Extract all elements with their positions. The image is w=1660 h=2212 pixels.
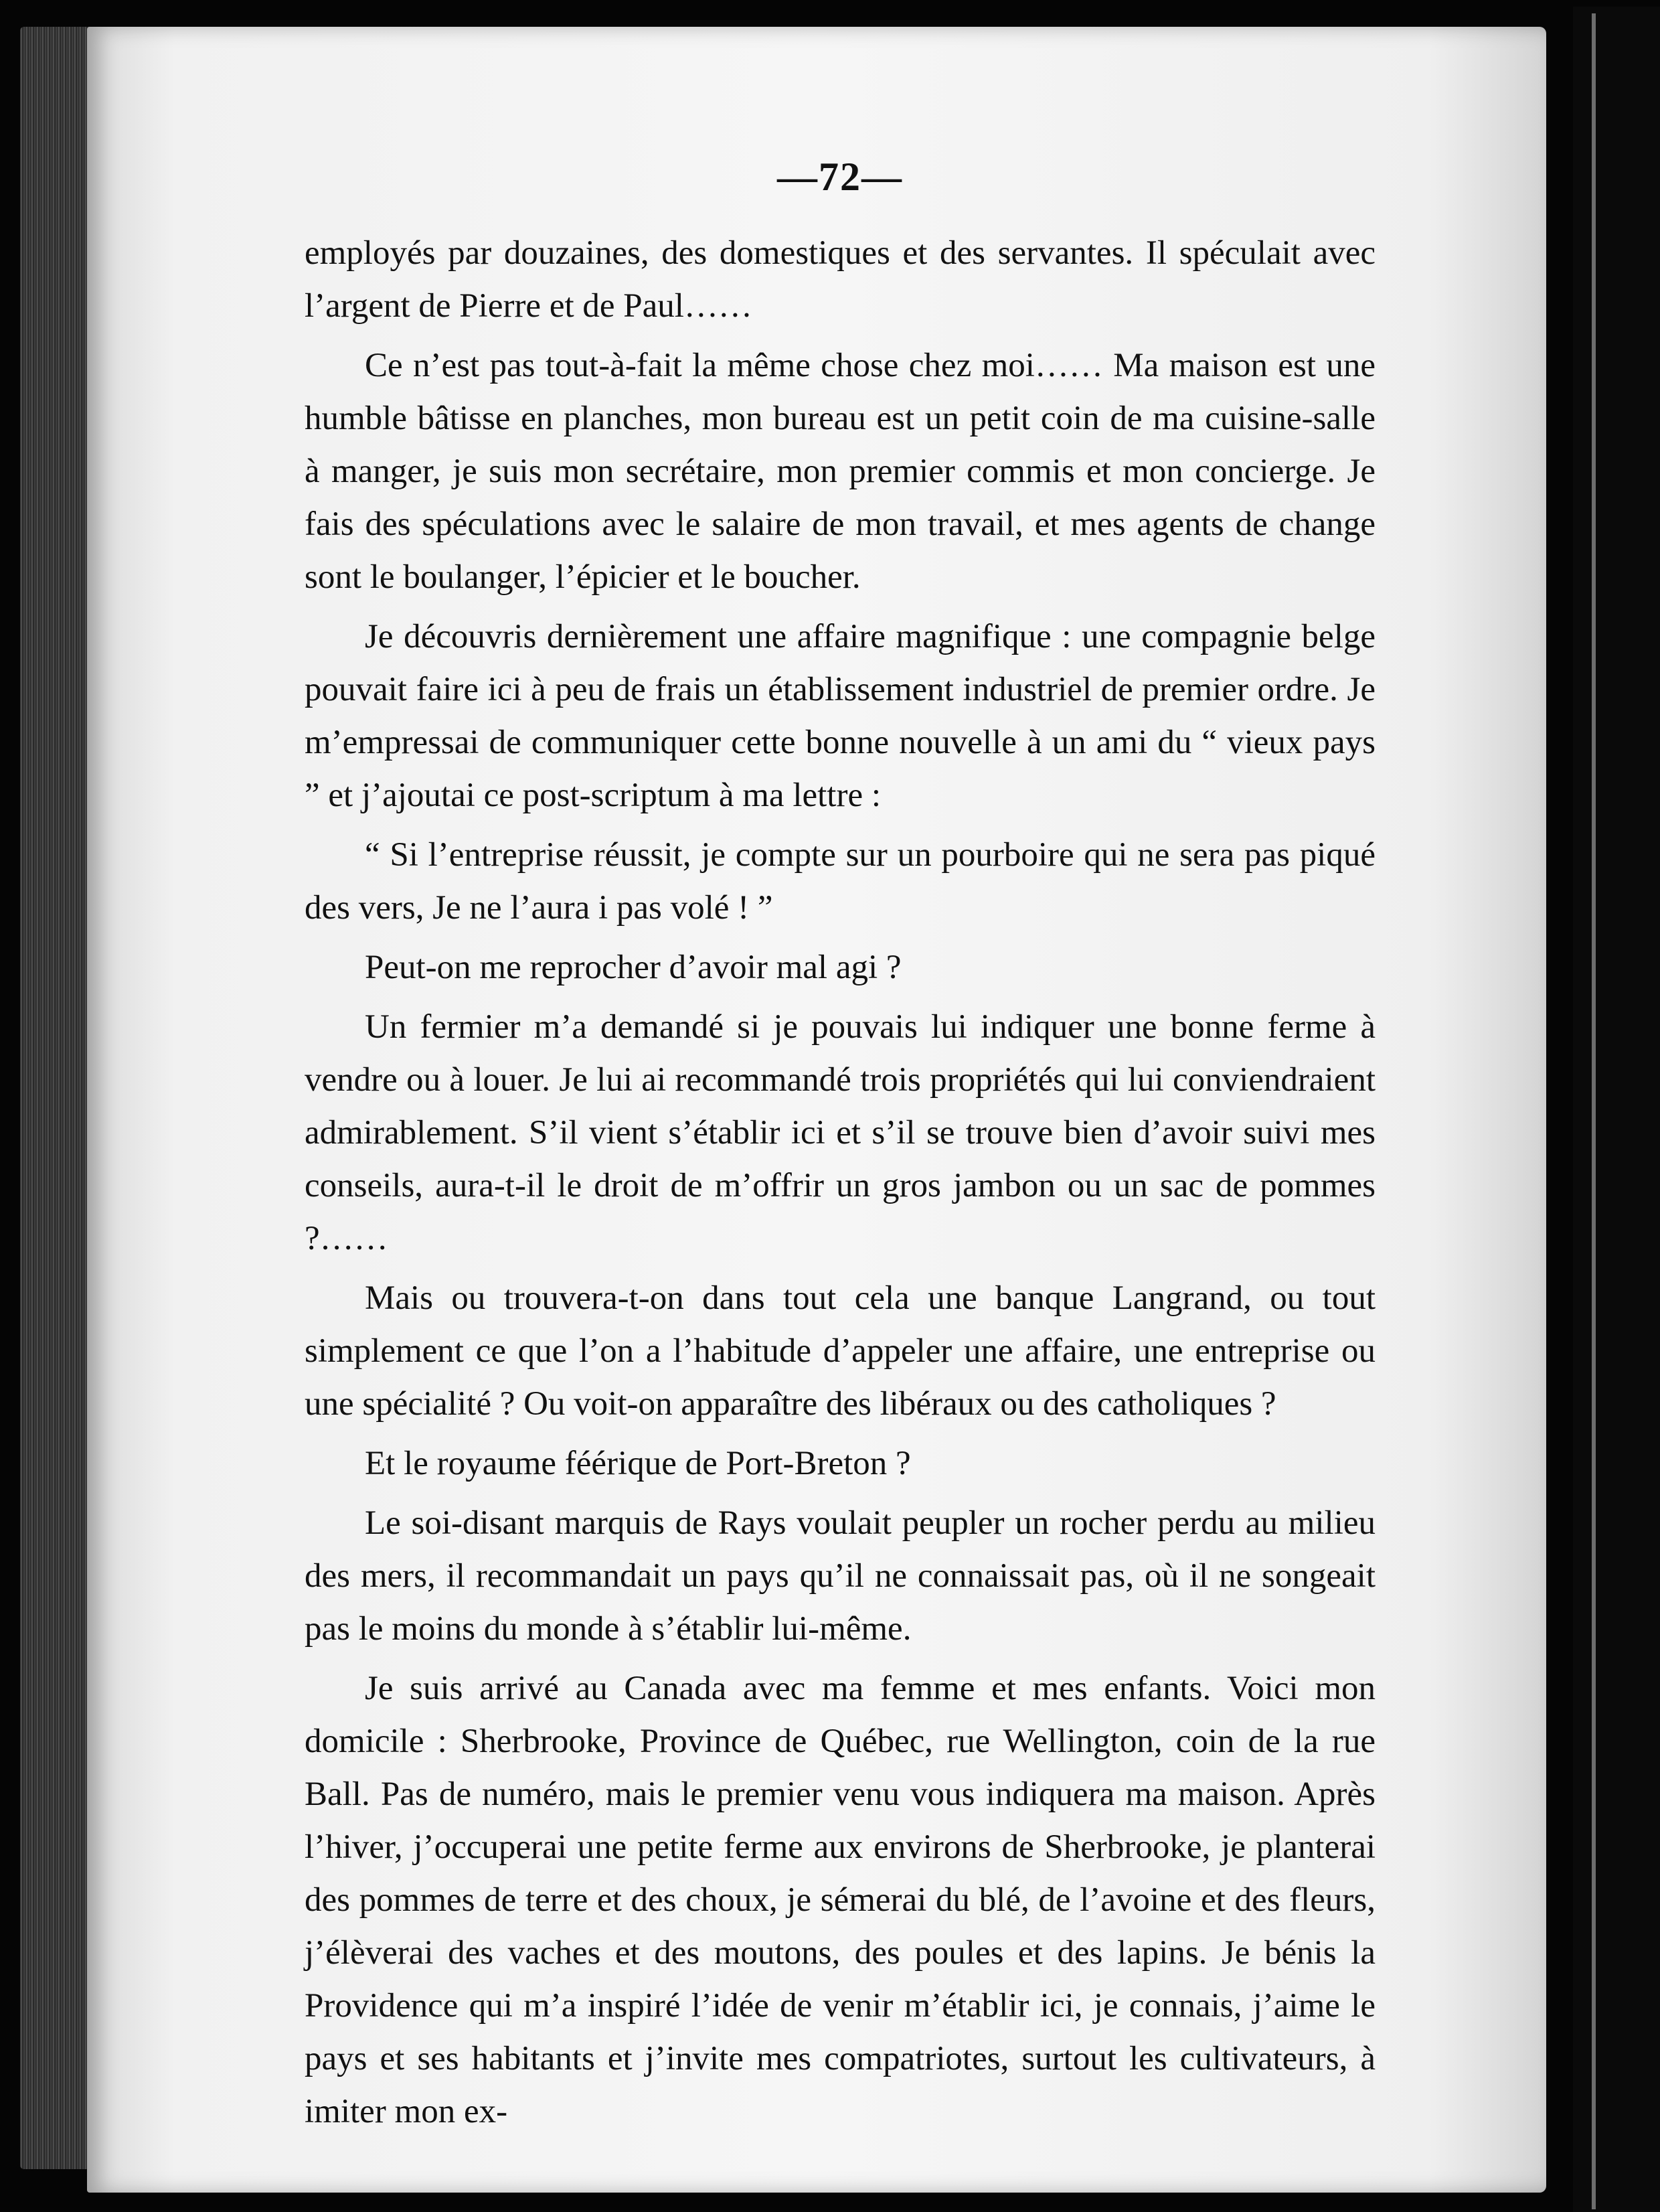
page-text-block xyxy=(305,154,1376,2145)
paragraph: Mais ou trouvera-t-on dans tout cela une banque Langrand, ou tout simplement ce que l’on a l’habitude d’appeler une affaire, une entreprise ou une spécialité ? Ou voit-on apparaître des libéraux ou des catholiques ? xyxy=(305,1279,1376,1423)
paragraph: Ce n’est pas tout-à-fait la même chose chez moi…… Ma maison est une humble bâtisse en planches, mon bureau est un petit coin de ma cuisine-salle à manger, je suis mon secrétaire, mon premier commis et mon concierge. Je fais des spéculations avec le salaire de mon travail, et mes agents de change sont le boulanger, l’épicier et le boucher. xyxy=(305,347,1376,596)
paragraph: Un fermier m’a demandé si je pouvais lui indiquer une bonne ferme à vendre ou à louer. Je lui ai recommandé trois propriétés qui lui conviendraient admirablement. S’il vient s’établir ici et s’il se trouve bien d’avoir suivi mes conseils, aura-t-il le droit de m’offrir un gros jambon ou un sac de pommes ?…… xyxy=(305,1008,1376,1257)
paragraph: Peut-on me reprocher d’avoir mal agi ? xyxy=(365,949,902,986)
paragraph: employés par douzaines, des domestiques et des servantes. Il spéculait avec l’argent de Pierre et de Paul…… xyxy=(305,234,1376,325)
paragraph: Et le royaume féérique de Port-Breton ? xyxy=(365,1445,911,1482)
paragraph: Je découvris dernièrement une affaire magnifique : une compagnie belge pouvait faire ici à peu de frais un établissement industriel de premier ordre. Je m’empressai de communiquer cette bonne nouvelle à un ami du “ vieux pays ” et j’ajoutai ce post-scriptum à ma lettre : xyxy=(305,618,1376,814)
paragraph: Le soi-disant marquis de Rays voulait peupler un rocher perdu au milieu des mers, il recommandait un pays qu’il ne connaissait pas, où il ne songeait pas le moins du monde à s’établir lui-même. xyxy=(305,1504,1376,1648)
facing-page-edge xyxy=(1573,7,1660,2212)
page-number: —72— xyxy=(777,155,903,199)
facing-page-border-line xyxy=(1592,13,1596,2209)
book-page-edges xyxy=(20,27,94,2169)
paragraph-quote: “ Si l’entreprise réussit, je compte sur un pourboire qui ne sera pas piqué des vers, Je ne l’aura i pas volé ! ” xyxy=(305,836,1376,927)
paragraph: Je suis arrivé au Canada avec ma femme et mes enfants. Voici mon domicile : Sherbrooke, Province de Québec, rue Wellington, coin de la rue Ball. Pas de numéro, mais le premier venu vous indiquera ma maison. Après l’hiver, j’occuperai une petite ferme aux environs de Sherbrooke, je planterai des pommes de terre et des choux, je sémerai du blé, de l’avoine et des fleurs, j’élèverai des vaches et des moutons, des poules et des lapins. Je bénis la Providence qui m’a inspiré l’idée de venir m’établir ici, je connais, j’aime le pays et ses habitants et j’invite mes compatriotes, surtout les cultivateurs, à imiter mon ex- xyxy=(305,1670,1376,2130)
